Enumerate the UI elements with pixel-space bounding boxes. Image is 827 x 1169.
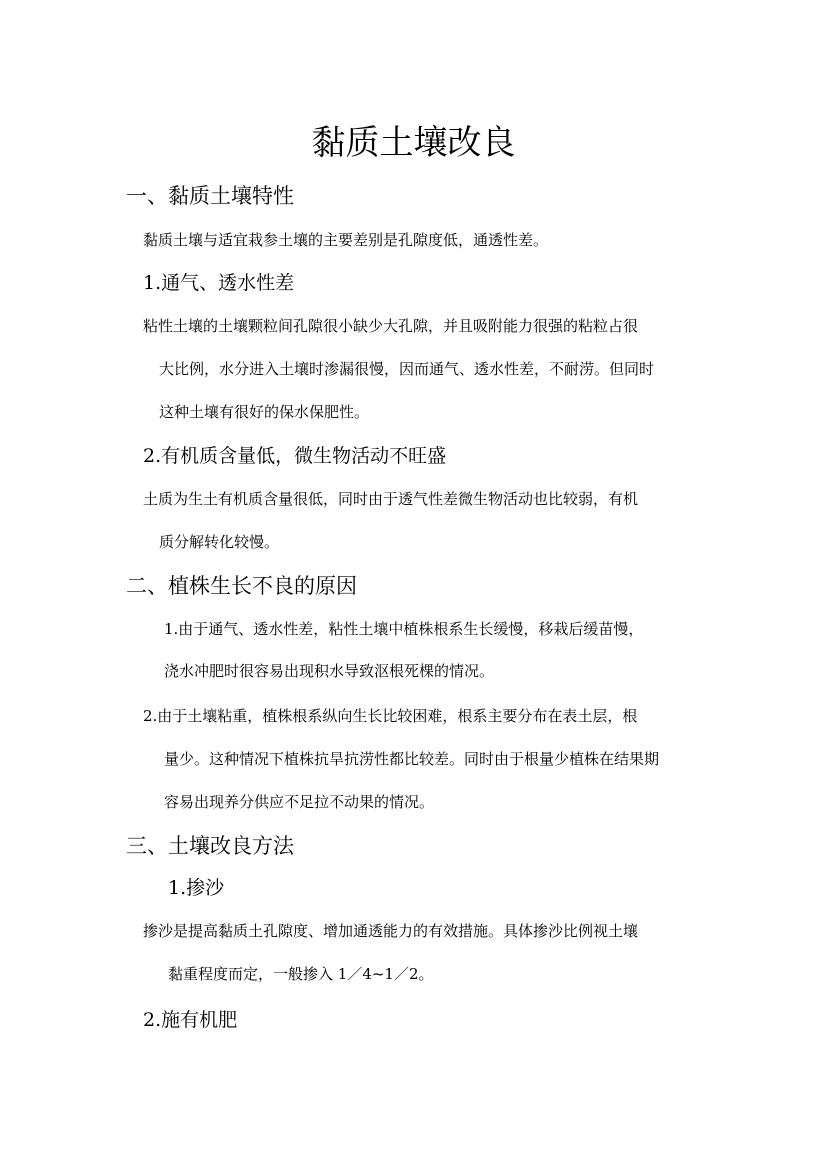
section-3-sub-1-line-2: 黏重程度而定，一般掺入 1／4~1／2。 bbox=[168, 965, 434, 983]
section-2-item-2-line-1: 2.由于土壤粘重，植株根系纵向生长比较困难，根系主要分布在表土层，根 bbox=[143, 707, 638, 725]
section-1-sub-1-line-3: 这种土壤有很好的保水保肥性。 bbox=[159, 403, 370, 421]
section-2-item-2-line-3: 容易出现养分供应不足拉不动果的情况。 bbox=[164, 793, 435, 811]
section-2-heading: 二、植株生长不良的原因 bbox=[126, 574, 357, 598]
section-2-item-2-line-2: 量少。这种情况下植株抗旱抗涝性都比较差。同时由于根量少植株在结果期 bbox=[164, 750, 660, 768]
section-3-sub-1-heading: 1.掺沙 bbox=[168, 877, 225, 899]
section-1-intro: 黏质土壤与适宜栽参土壤的主要差别是孔隙度低，通透性差。 bbox=[143, 231, 549, 249]
section-1-sub-2-line-2: 质分解转化较慢。 bbox=[159, 533, 280, 551]
document-title: 黏质土壤改良 bbox=[311, 123, 516, 163]
section-1-sub-2-heading: 2.有机质含量低，微生物活动不旺盛 bbox=[143, 445, 447, 467]
section-1-sub-2-line-1: 土质为生土有机质含量很低，同时由于透气性差微生物活动也比较弱，有机 bbox=[143, 490, 639, 508]
section-3-heading: 三、土壤改良方法 bbox=[126, 834, 294, 858]
section-2-item-1-line-2: 浇水冲肥时很容易出现积水导致沤根死棵的情况。 bbox=[164, 662, 495, 680]
section-3-sub-1-line-1: 掺沙是提高黏质土孔隙度、增加通透能力的有效措施。具体掺沙比例视土壤 bbox=[143, 922, 639, 940]
section-3-sub-2-heading: 2.施有机肥 bbox=[143, 1009, 238, 1031]
section-1-sub-1-line-2: 大比例，水分进入土壤时渗漏很慢，因而通气、透水性差，不耐涝。但同时 bbox=[159, 360, 655, 378]
section-2-item-1-line-1: 1.由于通气、透水性差，粘性土壤中植株根系生长缓慢，移栽后缓苗慢， bbox=[164, 620, 644, 638]
section-1-sub-1-heading: 1.通气、透水性差 bbox=[143, 272, 295, 294]
section-1-sub-1-line-1: 粘性土壤的土壤颗粒间孔隙很小缺少大孔隙，并且吸附能力很强的粘粒占很 bbox=[143, 317, 639, 335]
section-1-heading: 一、黏质土壤特性 bbox=[126, 184, 294, 208]
